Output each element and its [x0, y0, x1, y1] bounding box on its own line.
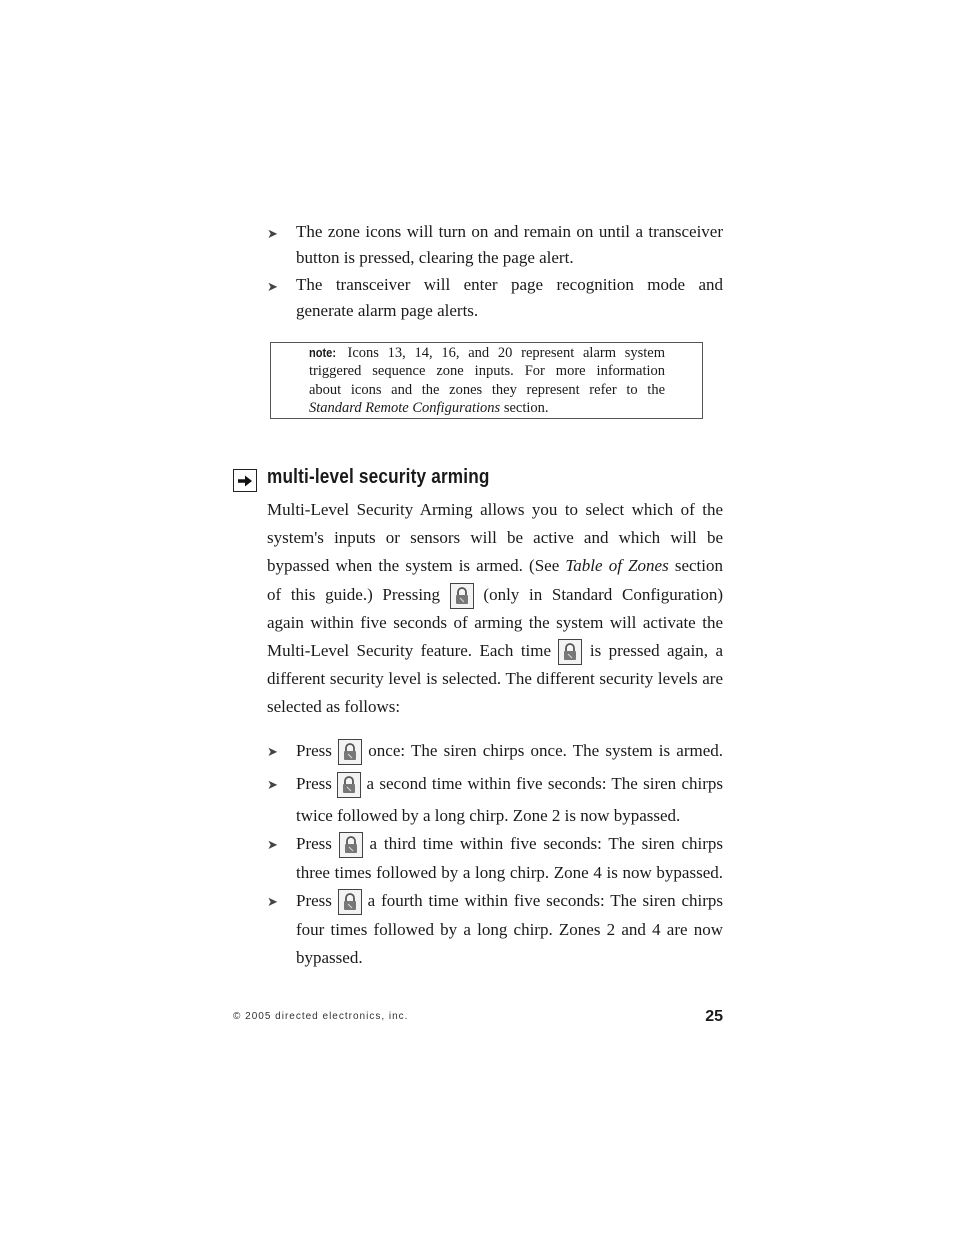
page-number: 25	[705, 1008, 723, 1025]
bullet-arrow-icon: ➤	[267, 226, 278, 241]
body-paragraph: Multi-Level Security Arming allows you to select which of the system's inputs or sensors will be active and which will be bypassed when the system is armed. (See Table of Zones section of this guide.) Pressing (only in Standard Configuration) again within five seconds of arming the system will activate the Multi-Level Security feature. Each time is pressed again, a different security level is selected. The different security levels are selected as follows:	[267, 500, 724, 717]
note-reference: Standard Remote Configurations	[309, 400, 501, 417]
lock-icon	[337, 772, 361, 798]
list-item	[296, 272, 723, 324]
list-item: Press a second time within five seconds: The siren chirps twice followed by a long chirp. Zone 2 is now bypassed.	[296, 774, 724, 825]
bullet-arrow-icon: ➤	[267, 894, 278, 909]
right-arrow-icon	[233, 469, 257, 492]
note-text: note: Icons 13, 14, 16, and 20 represent alarm system triggered sequence zone inputs. For more information about icons and the zones they represent refer to the Standard Remote Configurations section.	[309, 345, 666, 417]
note-label: note:	[309, 345, 337, 360]
section-title: multi-level security arming	[267, 466, 490, 488]
lock-icon	[339, 832, 363, 858]
list-item: Press a third time within five seconds: The siren chirps three times followed by a long chirp. Zone 4 is now bypassed.	[296, 834, 723, 882]
lock-icon	[558, 639, 582, 665]
lock-icon	[338, 889, 362, 915]
list-item: Press a fourth time within five seconds: The siren chirps four times followed by a long chirp. Zones 2 and 4 are now bypassed.	[296, 891, 724, 967]
list-item-line: The transceiver will enter page recognition mode and	[296, 275, 723, 294]
bullet-arrow-icon: ➤	[267, 744, 278, 759]
bullet-arrow-icon: ➤	[267, 837, 278, 852]
list-item: Press once: The siren chirps once. The system is armed.	[296, 737, 723, 765]
lock-icon	[338, 739, 362, 765]
lock-icon	[450, 583, 474, 609]
list-item	[296, 219, 723, 271]
list-item-line: button is pressed, clearing the page alert.	[296, 248, 574, 267]
bullet-arrow-icon: ➤	[267, 279, 278, 294]
bullet-arrow-icon: ➤	[267, 777, 278, 792]
table-of-zones-reference: Table of Zones	[565, 556, 669, 576]
list-item-line: The zone icons will turn on and remain on until a transceiver	[296, 222, 723, 241]
footer-copyright: © 2005 directed electronics, inc.	[233, 1011, 409, 1022]
list-item-line: generate alarm page alerts.	[296, 301, 479, 320]
